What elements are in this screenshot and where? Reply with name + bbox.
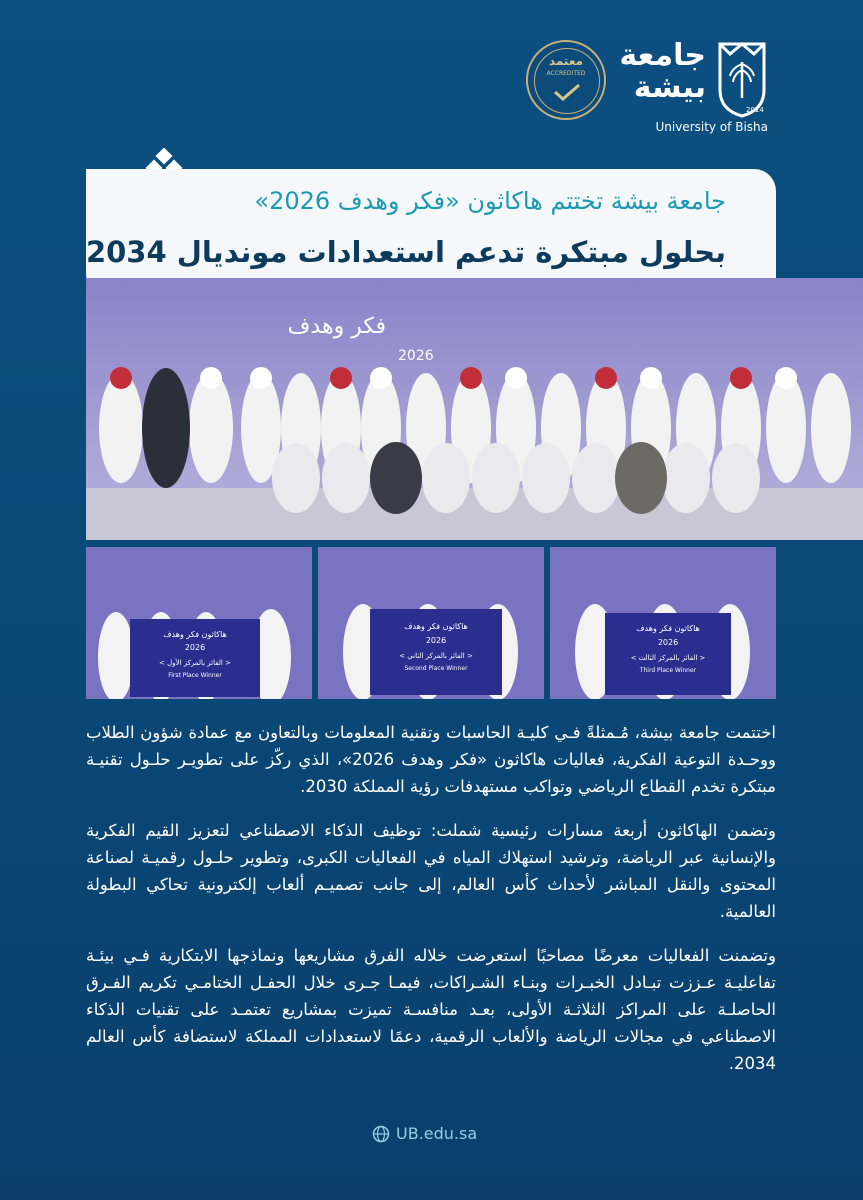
- paragraph-3: وتضمنت الفعاليات معرضًا مصاحبًا استعرضت خلاله الفرق مشاريعها ونماذجها الابتكارية فـي بيئـة تفاعليـة عـززت تبـادل الخبـرات وبنـاء الشـراكات، فيمـا جـرى خلال الحفـل الختامـي تكريم الفـرق الحاصلـة على المراكز الثلاثـة الأولى، بعـد منافسـة تميزت بمشاريع تعتمـد على تقنيات الذكاء الاصطناعي في مجالات الرياضة والألعاب الرقمية، دعمًا لاستعدادات المملكة لاستضافة كأس العالم 2034.: [86, 946, 776, 1073]
- university-logo: [598, 38, 768, 134]
- group-photo-illustration: [86, 278, 863, 540]
- svg-text:< الفائز بالمركز الثاني >: < الفائز بالمركز الثاني >: [399, 652, 473, 660]
- third-place-photo: [550, 547, 776, 699]
- svg-text:2026: 2026: [184, 643, 206, 652]
- third-place-illustration: [550, 547, 776, 699]
- svg-text:هاكاثون فكر وهدف: هاكاثون فكر وهدف: [636, 624, 700, 633]
- first-place-photo: [86, 547, 312, 699]
- svg-text:2026: 2026: [657, 638, 679, 647]
- university-name-en: University of Bisha: [655, 120, 768, 134]
- svg-text:هاكاثون فكر وهدف: هاكاثون فكر وهدف: [163, 630, 227, 639]
- seal-label-ar: معتمد: [548, 54, 584, 68]
- banner-year: 2026: [398, 348, 434, 364]
- svg-text:Second Place Winner: Second Place Winner: [404, 665, 468, 672]
- headline: جامعة بيشة تختتم هاكاثون «فكر وهدف 2026»: [254, 187, 726, 215]
- globe-icon: [372, 1125, 390, 1143]
- group-photo: [86, 278, 863, 540]
- website-footer[interactable]: [372, 1124, 477, 1143]
- svg-text:First Place Winner: First Place Winner: [168, 672, 222, 679]
- second-place-photo: [318, 547, 544, 699]
- university-name-ar: جامعة بيشة: [619, 38, 706, 105]
- title-card: [86, 169, 776, 296]
- seal-label-en: ACCREDITED: [546, 70, 586, 77]
- svg-text:Third Place Winner: Third Place Winner: [639, 667, 697, 674]
- check-icon: [552, 82, 582, 102]
- second-place-illustration: [318, 547, 544, 699]
- paragraph-2: وتضمن الهاكاثون أربعة مسارات رئيسية شملت: توظيف الذكاء الاصطناعي لتعزيز القيم الفكرية والإنسانية عبر الرياضة، وترشيد استهلاك المياه في الفعاليات الكبرى، وتطوير حلـول رقميـة لصناعة المحتوى والنقل المباشر لأحداث كأس العالم، إلى جانب تصميـم ألعاب إلكترونية تحاكي البطولة العالمية.: [86, 821, 776, 921]
- svg-text:2026: 2026: [425, 636, 447, 645]
- svg-text:هاكاثون فكر وهدف: هاكاثون فكر وهدف: [404, 622, 468, 631]
- paragraph-1: اختتمت جامعة بيشة، مُـمثلةً فـي كليـة الحاسبات وتقنية المعلومات وبالتعاون مع عمادة شؤون الطلاب ووحـدة التوعية الفكرية، فعاليات هاكاثون «فكر وهدف 2026»، الذي ركّز على تطويـر حلـول تقنيـة مبتكرة تخدم القطاع الرياضي وتواكب مستهدفات رؤية المملكة 2030.: [86, 723, 776, 796]
- website-link[interactable]: UB.edu.sa: [396, 1124, 478, 1143]
- svg-text:< الفائز بالمركز الثالث >: < الفائز بالمركز الثالث >: [630, 654, 706, 662]
- accreditation-seal: [526, 40, 606, 120]
- svg-text:2014: 2014: [746, 106, 764, 114]
- shield-icon: [716, 40, 768, 118]
- subheadline: بحلول مبتكرة تدعم استعدادات مونديال 2034: [85, 235, 726, 269]
- svg-text:< الفائز بالمركز الأول >: < الفائز بالمركز الأول >: [159, 659, 231, 667]
- banner-text: فكر وهدف: [287, 314, 386, 339]
- article-body: [86, 719, 776, 1094]
- first-place-illustration: [86, 547, 312, 699]
